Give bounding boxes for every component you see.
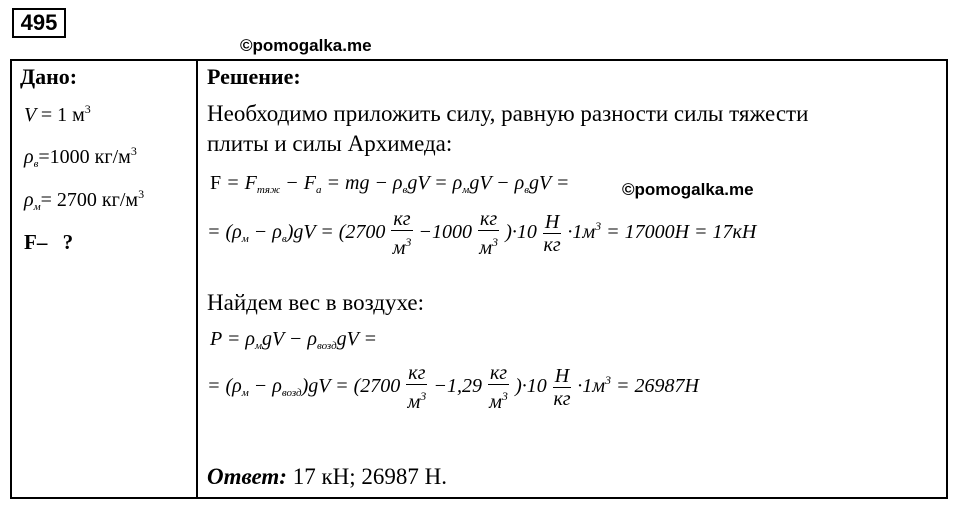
eq-text: −1,29 xyxy=(433,375,482,398)
eq-text: = mg − ρ xyxy=(321,172,403,194)
subscript: а xyxy=(316,184,322,196)
equation-2 xyxy=(207,208,756,259)
water-density-value: =1000 кг/м xyxy=(38,146,131,168)
fraction: $\frac{кг}{м^3}$ xyxy=(407,362,427,413)
given-marble-density xyxy=(24,187,144,213)
exponent: 3 xyxy=(130,144,137,158)
eq-text: gV = xyxy=(336,328,377,350)
fraction: $\frac{Н}{кг}$ xyxy=(553,365,571,410)
subscript: м xyxy=(241,387,249,400)
subscript: в xyxy=(281,233,287,246)
marble-density-value: = 2700 кг/м xyxy=(40,189,139,211)
question-mark: ? xyxy=(62,230,74,254)
rho-symbol: ρ xyxy=(24,189,34,211)
eq-text: )·10 xyxy=(515,375,547,398)
exponent: 3 xyxy=(84,102,91,116)
eq-text: = F xyxy=(221,172,257,194)
eq-text: )·10 xyxy=(505,221,537,244)
eq-text: = 26987Н xyxy=(611,375,699,398)
eq-text: gV − ρ xyxy=(469,172,525,194)
eq-text: = (ρ xyxy=(207,375,242,398)
volume-symbol: V xyxy=(24,104,36,126)
subscript: м xyxy=(241,233,249,246)
eq-text: gV = xyxy=(529,172,570,194)
intro-line-1: Необходимо приложить силу, равную разности силы тяжести xyxy=(207,101,809,126)
subscript: в xyxy=(402,184,408,196)
fraction: $\frac{Н}{кг}$ xyxy=(543,211,561,256)
volume-value: = 1 м xyxy=(40,104,85,126)
equation-4 xyxy=(207,362,699,413)
subscript: возд xyxy=(316,340,337,352)
given-volume xyxy=(24,102,91,127)
answer xyxy=(207,464,447,490)
rho-symbol: ρ xyxy=(24,146,34,168)
subscript: м xyxy=(254,340,262,352)
fraction: $\frac{кг}{м^3}$ xyxy=(479,208,498,259)
equation-1 xyxy=(210,172,569,196)
eq-text: F xyxy=(210,172,222,194)
eq-text: P = ρ xyxy=(210,328,255,350)
subscript: возд xyxy=(281,387,302,400)
exponent: 3 xyxy=(138,187,145,201)
subscript: в xyxy=(33,158,39,170)
fraction: $\frac{кг}{м^3}$ xyxy=(489,362,508,413)
exponent: 3 xyxy=(595,219,602,234)
given-water-density xyxy=(24,144,137,170)
problem-number: 495 xyxy=(12,8,66,38)
eq-text: − ρ xyxy=(248,375,282,398)
given-header: Дано: xyxy=(20,64,78,89)
subscript: в xyxy=(524,184,530,196)
given-unknown xyxy=(24,230,73,255)
air-weight-text: Найдем вес в воздухе: xyxy=(207,290,425,315)
subscript: м xyxy=(33,201,41,213)
eq-text: − F xyxy=(280,172,316,194)
eq-text: gV − ρ xyxy=(261,328,317,350)
subscript: тяж xyxy=(256,184,281,196)
answer-label: Ответ: xyxy=(207,464,287,489)
exponent: 3 xyxy=(605,373,612,388)
fraction: $\frac{кг}{м^3}$ xyxy=(392,208,412,259)
column-divider xyxy=(196,59,198,497)
intro-line-2: плиты и силы Архимеда: xyxy=(207,131,453,156)
eq-text: )gV = (2700 xyxy=(286,221,386,244)
unknown-symbol: F– xyxy=(24,230,48,254)
eq-text: ·1м xyxy=(567,221,596,244)
subscript: м xyxy=(462,184,470,196)
watermark-top: ©pomogalka.me xyxy=(240,36,372,55)
eq-text: gV = ρ xyxy=(407,172,463,194)
eq-text: = 17000Н = 17кН xyxy=(601,221,757,244)
watermark-middle: ©pomogalka.me xyxy=(622,180,754,199)
eq-text: = (ρ xyxy=(207,221,242,244)
eq-text: )gV = (2700 xyxy=(301,375,401,398)
equation-3 xyxy=(210,328,377,352)
eq-text: −1000 xyxy=(418,221,473,244)
solution-header: Решение: xyxy=(207,64,301,89)
answer-value: 17 кН; 26987 Н. xyxy=(286,464,447,489)
eq-text: ·1м xyxy=(577,375,606,398)
eq-text: − ρ xyxy=(248,221,282,244)
